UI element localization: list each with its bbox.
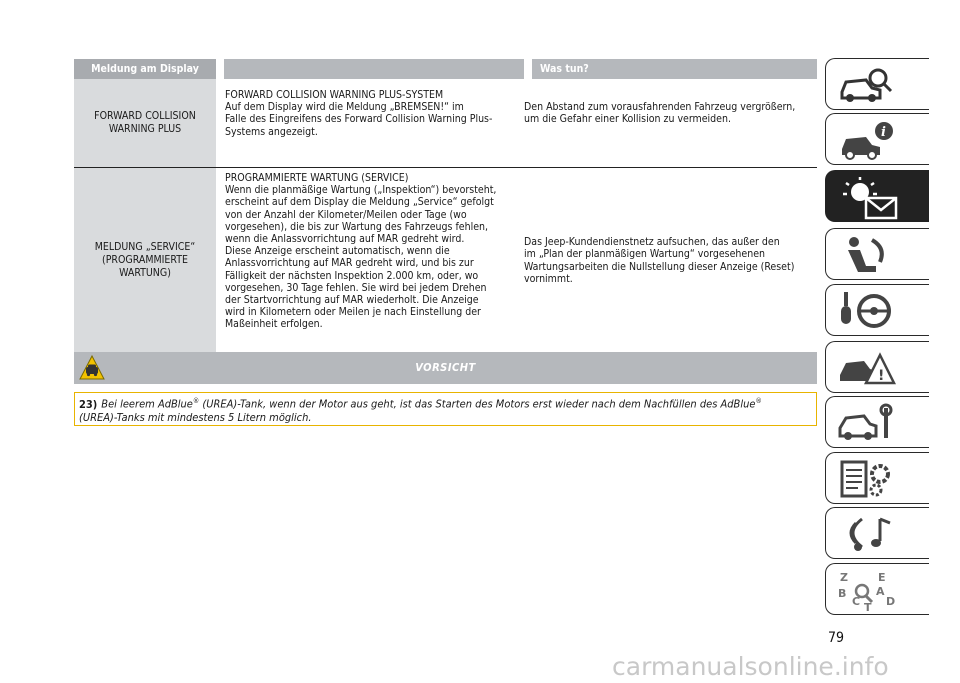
tab-car-crash[interactable] — [825, 341, 929, 393]
document-gear-icon — [836, 458, 896, 500]
svg-text:!: ! — [878, 368, 885, 384]
tab-car-info[interactable] — [825, 113, 929, 165]
header-display-message: Meldung am Display — [74, 59, 216, 79]
tab-steering-key[interactable] — [825, 284, 929, 336]
display-message-cell: MELDUNG „SERVICE“ (PROGRAMMIERTE WARTUNG) — [74, 168, 216, 353]
svg-text:i: i — [881, 125, 886, 140]
alphabet-index-icon — [836, 569, 906, 613]
car-search-icon — [836, 64, 896, 106]
svg-text:T: T — [864, 601, 872, 613]
caution-number: 23) — [79, 397, 98, 411]
header-description — [224, 59, 524, 79]
svg-text:E: E — [878, 571, 886, 584]
tab-multimedia[interactable] — [825, 507, 929, 559]
watermark: carmanualsonline.info — [612, 652, 889, 681]
media-note-icon — [836, 513, 896, 555]
table-row — [74, 168, 817, 354]
car-wrench-icon — [836, 402, 896, 444]
tab-index[interactable] — [825, 563, 929, 615]
tab-warning-lights-messages[interactable] — [825, 170, 929, 222]
tab-airbag-seat[interactable] — [825, 228, 929, 280]
airbag-seat-icon — [836, 234, 896, 276]
header-what-to-do: Was tun? — [540, 63, 589, 75]
action-cell: Den Abstand zum vorausfahrenden Fahrzeug vergrößern, um die Gefahr einer Kollision zu vermeiden. — [524, 101, 796, 126]
page-number: 79 — [828, 630, 845, 646]
svg-text:D: D — [886, 595, 896, 608]
description-cell: FORWARD COLLISION WARNING PLUS-SYSTEM Auf dem Display wird die Meldung „BREMSEN!“ im Falle des Eingreifens des Forward Collision Warning Plus- Systems angezeigt. — [225, 89, 493, 138]
caution-title: VORSICHT — [415, 361, 476, 374]
description-cell: PROGRAMMIERTE WARTUNG (SERVICE) Wenn die planmäßige Wartung („Inspektion“) bevorsteht, erscheint auf dem Display die Meldung „Service“ gefolgt von der Anzahl der Kilometer/Meilen oder Tage (wo vorgesehen), die bis zur Wartung des Fahrzeugs fehlen, wenn die Anlassvorrichtung auf MAR gedreht wird. Diese Anzeige erscheint automatisch, wenn die Anlassvorrichtung auf MAR gedreht wird, und bis zur Fälligkeit der nächsten Inspektion 2.000 km, oder, wo vorgesehen, 30 Tage fehlen. Sie wird bei jedem Drehen der Startvorrichtung auf MAR wiederholt. Die Anzeige wird in Kilometern oder Meilen je nach Einstellung der Maßeinheit erfolgen. — [225, 172, 497, 331]
warning-light-message-icon — [836, 176, 906, 220]
car-info-icon — [836, 119, 896, 161]
steering-wheel-key-icon — [836, 290, 896, 332]
svg-text:B: B — [838, 587, 847, 600]
message-table — [74, 59, 817, 354]
caution-text: 23) Bei leerem AdBlue® (UREA)-Tank, wenn der Motor aus geht, ist das Starten des Motors erst wieder nach dem Nachfüllen des AdBlue® (UREA)-Tanks mit mindestens 5 Litern möglich. — [74, 392, 817, 426]
car-crash-warning-icon — [836, 347, 896, 389]
table-row — [74, 79, 817, 168]
action-cell: Das Jeep-Kundendienstnetz aufsuchen, das außer den im „Plan der planmäßigen Wartung“ vorgesehenen Wartungsarbeiten die Nullstellung dieser Anzeige (Reset) vornimmt. — [524, 236, 795, 285]
tab-car-service[interactable] — [825, 396, 929, 448]
svg-text:C: C — [852, 595, 861, 608]
svg-text:A: A — [876, 585, 885, 598]
tab-technical-data[interactable] — [825, 452, 929, 504]
display-message-cell: FORWARD COLLISION WARNING PLUS — [74, 79, 216, 167]
table-header — [74, 59, 817, 79]
svg-text:Z: Z — [840, 571, 848, 584]
tab-car-search[interactable] — [825, 58, 929, 110]
caution-header — [74, 352, 817, 384]
